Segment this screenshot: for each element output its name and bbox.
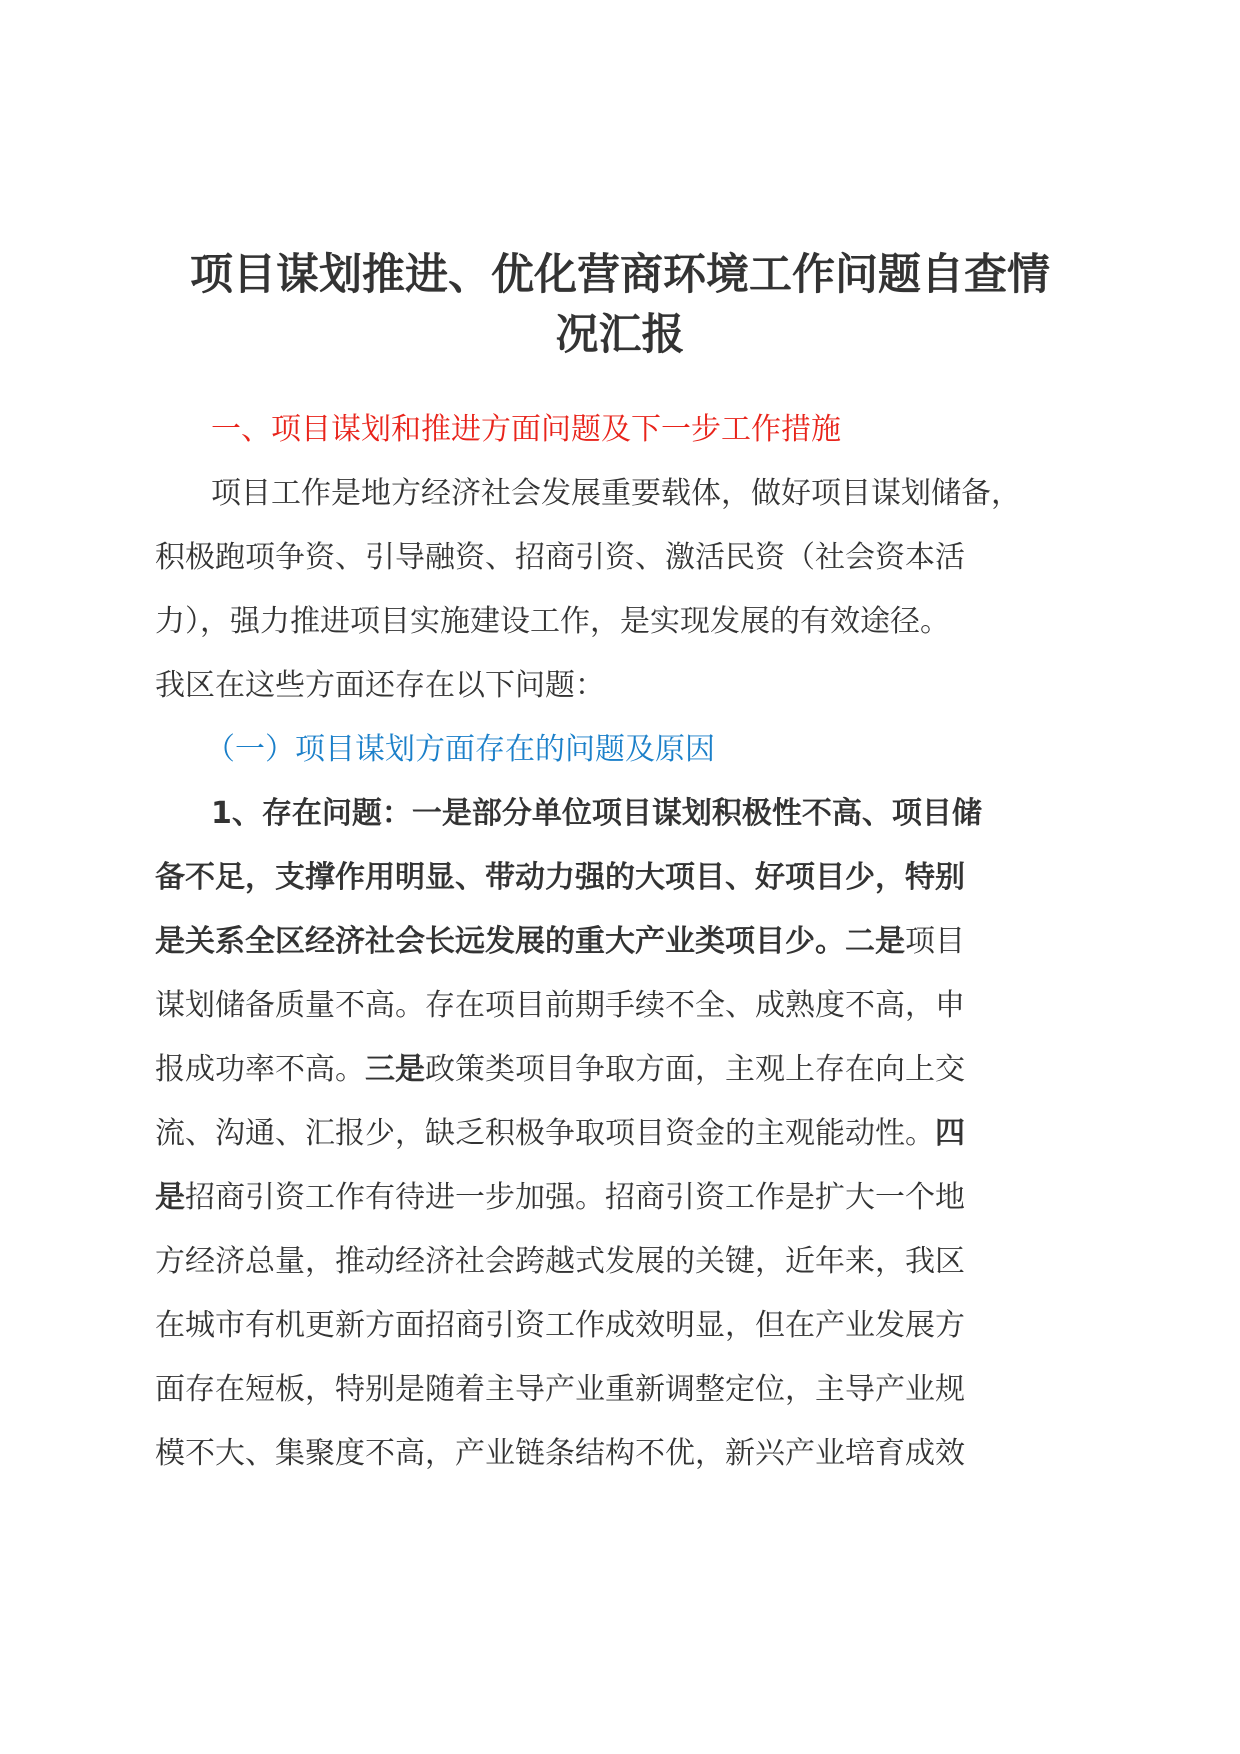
body-line: [155, 1166, 1085, 1230]
intro-line: 项目工作是地方经济社会发展重要载体，做好项目谋划储备，: [211, 476, 1021, 511]
body-line: 面存在短板，特别是随着主导产业重新调整定位，主导产业规: [155, 1372, 965, 1407]
section-heading-1: 一、项目谋划和推进方面问题及下一步工作措施: [211, 412, 841, 447]
title-line-2: 况汇报: [555, 310, 685, 360]
intro-line: 积极跑项争资、引导融资、招商引资、激活民资（社会资本活: [155, 540, 965, 575]
body-line: 谋划储备质量不高。存在项目前期手续不全、成熟度不高，申: [155, 988, 965, 1023]
body-line: 在城市有机更新方面招商引资工作成效明显，但在产业发展方: [155, 1308, 965, 1343]
body-text: 报成功率不高。: [155, 1052, 365, 1087]
intro-line: 我区在这些方面还存在以下问题：: [155, 668, 605, 703]
title-line-1: 项目谋划推进、优化营商环境工作问题自查情: [190, 250, 1050, 300]
body-line: [155, 782, 1085, 846]
bold-text: 是: [155, 1180, 185, 1215]
intro-paragraph: [155, 462, 1085, 718]
body-text: 政策类项目争取方面，主观上存在向上交: [425, 1052, 965, 1087]
bold-text: 三是: [365, 1052, 425, 1087]
body-line: [155, 1102, 1085, 1166]
body-line: [155, 910, 1085, 974]
body-text: 招商引资工作有待进一步加强。招商引资工作是扩大一个地: [185, 1180, 965, 1215]
body-text: 项目: [905, 924, 965, 959]
body-line: 模不大、集聚度不高，产业链条结构不优，新兴产业培育成效: [155, 1436, 965, 1471]
body-text: 流、沟通、汇报少，缺乏积极争取项目资金的主观能动性。: [155, 1116, 935, 1151]
bold-text: 1、存在问题：一是部分单位项目谋划积极性不高、项目储: [211, 796, 982, 831]
problems-paragraph: [155, 782, 1085, 1486]
intro-line: 力），强力推进项目实施建设工作，是实现发展的有效途径。: [155, 604, 950, 639]
document-title: [155, 245, 1085, 365]
body-line: 方经济总量，推动经济社会跨越式发展的关键，近年来，我区: [155, 1244, 965, 1279]
subsection-heading-1: （一）项目谋划方面存在的问题及原因: [205, 732, 715, 767]
bold-text: 备不足，支撑作用明显、带动力强的大项目、好项目少，特别: [155, 860, 965, 895]
bold-text: 是关系全区经济社会长远发展的重大产业类项目少。二是: [155, 924, 905, 959]
body-line: [155, 846, 1085, 910]
document-page: [155, 245, 1085, 1486]
bold-text: 四: [935, 1116, 965, 1151]
body-line: [155, 1038, 1085, 1102]
